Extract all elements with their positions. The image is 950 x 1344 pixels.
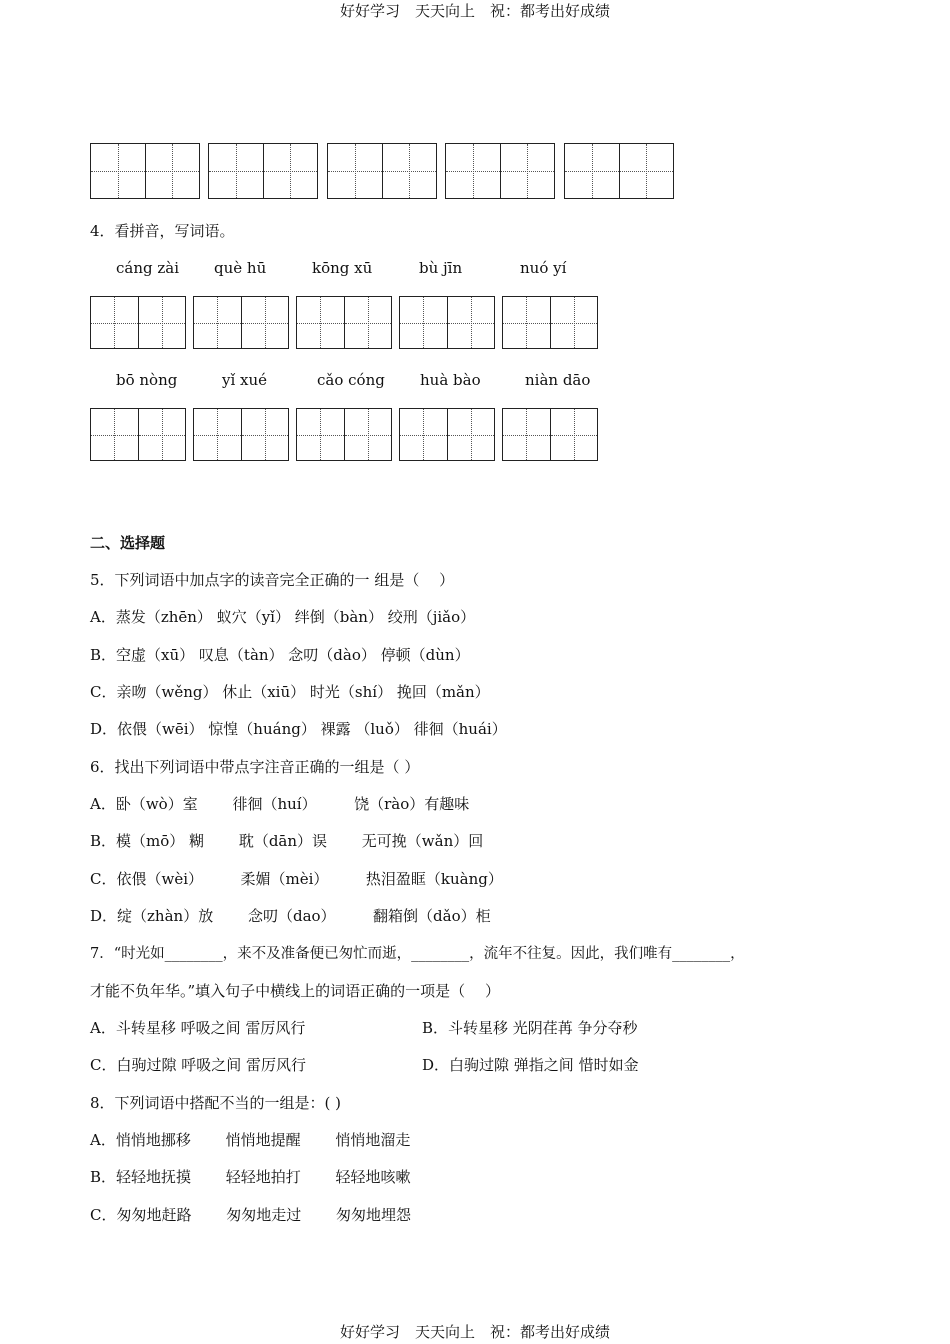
pinyin-label: bō nòng xyxy=(116,371,178,389)
answer-box[interactable] xyxy=(296,408,392,461)
section-title: 二、选择题 xyxy=(90,534,166,552)
question-5-option-c[interactable]: C．亲吻（wěng） 休止（xiū） 时光（shí） 挽回（mǎn） xyxy=(90,683,490,701)
question-7-option-b[interactable]: B．斗转星移 光阴荏苒 争分夺秒 xyxy=(422,1019,638,1037)
question-5-option-b[interactable]: B．空虚（xū） 叹息（tàn） 念叨（dào） 停顿（dùn） xyxy=(90,646,470,664)
pinyin-label: kōng xū xyxy=(312,259,373,277)
writing-box[interactable] xyxy=(564,143,674,199)
question-5-option-a[interactable]: A．蒸发（zhēn） 蚁穴（yǐ） 绊倒（bàn） 绞刑（jiǎo） xyxy=(90,608,476,626)
question-6-option-c[interactable]: C．依偎（wèi） 柔媚（mèi） 热泪盈眶（kuàng） xyxy=(90,870,503,888)
answer-box[interactable] xyxy=(90,408,186,461)
writing-box[interactable] xyxy=(445,143,555,199)
page-header: 好好学习 天天向上 祝：都考出好成绩 xyxy=(339,2,610,20)
answer-box[interactable] xyxy=(399,408,495,461)
question-8-option-a[interactable]: A．悄悄地挪移 悄悄地提醒 悄悄地溜走 xyxy=(90,1131,411,1149)
pinyin-label: què hū xyxy=(214,259,267,277)
answer-box[interactable] xyxy=(502,408,598,461)
question-8-option-c[interactable]: C．匆匆地赶路 匆匆地走过 匆匆地埋怨 xyxy=(90,1206,412,1224)
answer-box[interactable] xyxy=(193,408,289,461)
question-7-option-a[interactable]: A．斗转星移 呼吸之间 雷厉风行 xyxy=(90,1019,306,1037)
question-7-stem-line2: 才能不负年华。”填入句子中横线上的词语正确的一项是（ ） xyxy=(90,982,500,1000)
answer-box[interactable] xyxy=(502,296,598,349)
answer-box[interactable] xyxy=(399,296,495,349)
question-6-option-a[interactable]: A．卧（wò）室 徘徊（huí） 饶（rào）有趣味 xyxy=(90,795,470,813)
question-5-stem: 5．下列词语中加点字的读音完全正确的一 组是（ ） xyxy=(90,571,455,589)
pinyin-label: cǎo cóng xyxy=(317,371,385,389)
question-6-stem: 6．找出下列词语中带点字注音正确的一组是（ ） xyxy=(90,758,420,776)
answer-box[interactable] xyxy=(296,296,392,349)
question-8-option-b[interactable]: B．轻轻地抚摸 轻轻地拍打 轻轻地咳嗽 xyxy=(90,1168,411,1186)
pinyin-label: yǐ xué xyxy=(222,371,268,389)
writing-box[interactable] xyxy=(327,143,437,199)
pinyin-label: huà bào xyxy=(420,371,481,389)
question-6-option-b[interactable]: B．模（mō） 糊 耽（dān）误 无可挽（wǎn）回 xyxy=(90,832,484,850)
question-7-option-c[interactable]: C．白驹过隙 呼吸之间 雷厉风行 xyxy=(90,1056,307,1074)
page-footer: 好好学习 天天向上 祝：都考出好成绩 xyxy=(339,1323,610,1341)
pinyin-label: nuó yí xyxy=(520,259,567,277)
question-7-option-d[interactable]: D．白驹过隙 弹指之间 惜时如金 xyxy=(422,1056,639,1074)
writing-box[interactable] xyxy=(208,143,318,199)
question-7-stem-line1: 7．“时光如________，来不及准备便已匆忙而逝，________，流年不往复。因此，我们唯有________， xyxy=(90,946,745,962)
pinyin-label: cáng zài xyxy=(116,259,180,277)
answer-box[interactable] xyxy=(193,296,289,349)
writing-box[interactable] xyxy=(90,143,200,199)
question-6-option-d[interactable]: D．绽（zhàn）放 念叨（dao） 翻箱倒（dǎo）柜 xyxy=(90,907,491,925)
answer-box[interactable] xyxy=(90,296,186,349)
question-8-stem: 8．下列词语中搭配不当的一组是：( ) xyxy=(90,1094,342,1112)
question-4-prompt: 4．看拼音，写词语。 xyxy=(90,222,235,240)
pinyin-label: bù jīn xyxy=(419,259,463,277)
pinyin-label: niàn dāo xyxy=(525,371,591,389)
question-5-option-d[interactable]: D．依偎（wēi） 惊惶（huáng） 裸露 （luǒ） 徘徊（huái） xyxy=(90,720,507,738)
